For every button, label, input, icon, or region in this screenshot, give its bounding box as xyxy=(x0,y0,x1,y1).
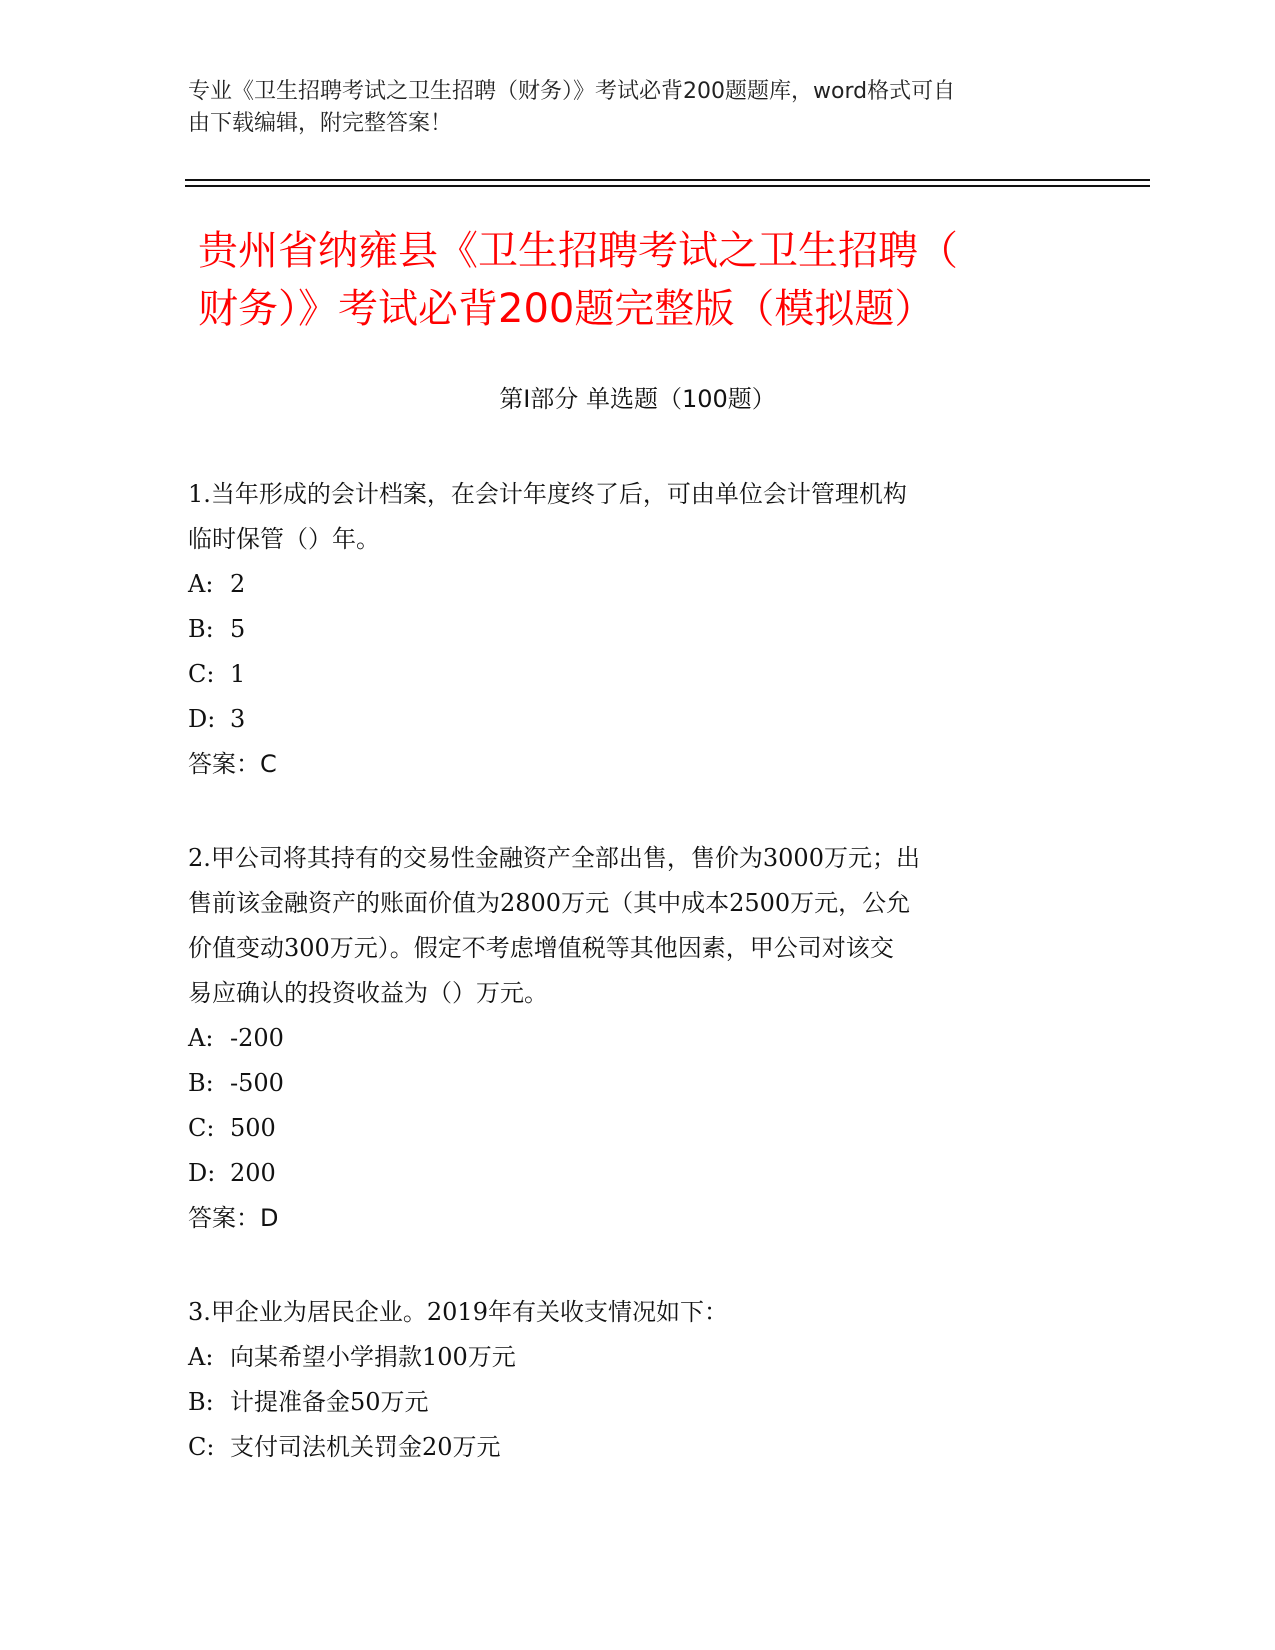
option-key: B: xyxy=(188,615,214,643)
header-note-line-2: 由下载编辑，附完整答案！ xyxy=(188,111,453,136)
option-text: 1 xyxy=(230,660,246,688)
option-a xyxy=(188,1335,1088,1380)
option-key: D: xyxy=(188,705,216,733)
header-rule-top xyxy=(185,179,1150,181)
question-stem-line: 价值变动300万元）。假定不考虑增值税等其他因素，甲公司对该交 xyxy=(188,934,894,962)
question-stem-line: 临时保管（）年。 xyxy=(188,525,380,553)
question-stem-line: 售前该金融资产的账面价值为2800万元（其中成本2500万元，公允 xyxy=(188,889,911,917)
option-text: 计提准备金50万元 xyxy=(230,1388,429,1416)
option-c xyxy=(188,1425,1088,1470)
header-note xyxy=(188,76,1068,140)
question-stem-line: 2.甲公司将其持有的交易性金融资产全部出售，售价为3000万元；出 xyxy=(188,844,920,872)
question-1 xyxy=(188,472,1088,787)
option-d xyxy=(188,697,1088,742)
option-text: -500 xyxy=(230,1069,284,1097)
option-key: B: xyxy=(188,1388,214,1416)
option-text: 500 xyxy=(230,1114,276,1142)
answer: 答案：D xyxy=(188,1204,279,1232)
option-a xyxy=(188,562,1088,607)
option-key: C: xyxy=(188,660,215,688)
option-text: 向某希望小学捐款100万元 xyxy=(230,1343,516,1371)
option-b xyxy=(188,607,1088,652)
option-text: 2 xyxy=(230,570,246,598)
answer: 答案：C xyxy=(188,750,277,778)
option-c xyxy=(188,1106,1088,1151)
header-rule-bottom xyxy=(185,185,1150,187)
option-text: 支付司法机关罚金20万元 xyxy=(230,1433,501,1461)
option-d xyxy=(188,1151,1088,1196)
question-stem-line: 易应确认的投资收益为（）万元。 xyxy=(188,979,548,1007)
option-text: 5 xyxy=(230,615,246,643)
option-key: C: xyxy=(188,1114,215,1142)
option-text: -200 xyxy=(230,1024,284,1052)
option-key: C: xyxy=(188,1433,215,1461)
document-title-line-1: 贵州省纳雍县《卫生招聘考试之卫生招聘（ xyxy=(198,228,958,274)
option-text: 3 xyxy=(230,705,246,733)
document-title-line-2: 财务）》考试必背200题完整版（模拟题） xyxy=(198,286,935,332)
option-key: A: xyxy=(188,1343,214,1371)
option-a xyxy=(188,1016,1088,1061)
question-stem xyxy=(188,1290,1088,1335)
option-text: 200 xyxy=(230,1159,276,1187)
option-b xyxy=(188,1380,1088,1425)
header-note-line-1: 专业《卫生招聘考试之卫生招聘（财务）》考试必背200题题库，word格式可自 xyxy=(188,79,956,104)
option-key: D: xyxy=(188,1159,216,1187)
question-stem xyxy=(188,836,1088,1016)
question-2 xyxy=(188,836,1088,1241)
section-heading: 第I部分 单选题（100题） xyxy=(499,385,776,413)
option-key: A: xyxy=(188,570,214,598)
question-stem xyxy=(188,472,1088,562)
option-key: B: xyxy=(188,1069,214,1097)
document-title xyxy=(198,222,1098,338)
question-stem-line: 1.当年形成的会计档案，在会计年度终了后，可由单位会计管理机构 xyxy=(188,480,907,508)
option-b xyxy=(188,1061,1088,1106)
question-3 xyxy=(188,1290,1088,1470)
option-c xyxy=(188,652,1088,697)
option-key: A: xyxy=(188,1024,214,1052)
question-stem-line: 3.甲企业为居民企业。2019年有关收支情况如下： xyxy=(188,1298,728,1326)
